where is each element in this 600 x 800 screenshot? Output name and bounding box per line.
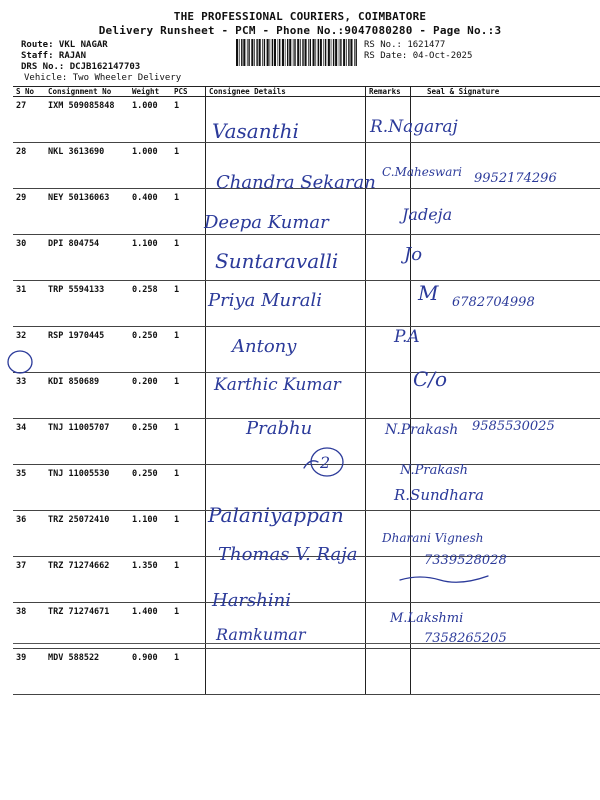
runsheet-rows (13, 97, 600, 695)
cell-seal (411, 465, 600, 511)
name-33: Karthic Kumar (214, 375, 341, 395)
sign-28: C.Maheswari (382, 165, 462, 179)
barcode-bar (325, 39, 326, 66)
col-consignee: Consignee Details (206, 87, 366, 97)
barcode-bar (323, 39, 324, 66)
cell-consignee (206, 281, 366, 327)
cell-seal (411, 235, 600, 281)
cell-seal (411, 649, 600, 695)
cell-seal (411, 373, 600, 419)
cell-consignee (206, 143, 366, 189)
name-31: Priya Murali (208, 290, 322, 311)
cell-seal (411, 281, 600, 327)
cell-consignee (206, 649, 366, 695)
route-label: Route: VKL NAGAR (21, 40, 108, 50)
barcode-bar (264, 39, 265, 66)
cell-consignee (206, 235, 366, 281)
barcode-bar (350, 39, 352, 66)
cell-remarks (366, 189, 411, 235)
barcode-bar (279, 39, 280, 66)
cell-consignment: NKL 3613690 (45, 143, 129, 189)
cell-consignee (206, 327, 366, 373)
cell-consignment: TRZ 71274671 (45, 603, 129, 649)
table-row (13, 419, 600, 465)
table-row (13, 373, 600, 419)
barcode-bar (239, 39, 240, 66)
runsheet-subtitle: Delivery Runsheet - PCM - Phone No.:9047080280 - Page No.:3 (98, 24, 502, 37)
cell-remarks (366, 419, 411, 465)
barcode-bar (236, 39, 238, 66)
cell-remarks (366, 281, 411, 327)
table-row (13, 511, 600, 557)
cell-sno: 37 (13, 557, 45, 603)
table-row (13, 557, 600, 603)
cell-remarks (366, 603, 411, 649)
col-remarks: Remarks (366, 87, 411, 97)
barcode-bar (270, 39, 271, 66)
barcode-bar (328, 39, 330, 66)
table-row (13, 327, 600, 373)
cell-sno: 35 (13, 465, 45, 511)
cell-weight: 1.400 (129, 603, 171, 649)
cell-seal (411, 603, 600, 649)
cell-sno: 32 (13, 327, 45, 373)
barcode-bar (339, 39, 340, 66)
cell-consignee (206, 511, 366, 557)
table-row (13, 143, 600, 189)
col-consignment: Consignment No (45, 87, 129, 97)
barcode-bar (318, 39, 319, 66)
barcode-bar (346, 39, 347, 66)
cell-sno: 38 (13, 603, 45, 649)
barcode-bar (302, 39, 303, 66)
cell-pcs: 1 (171, 189, 206, 235)
cell-consignment: KDI 850689 (45, 373, 129, 419)
table-row (13, 649, 600, 695)
barcode-bar (243, 39, 245, 66)
cell-remarks (366, 373, 411, 419)
name-37: Thomas V. Raja (218, 544, 358, 565)
cell-remarks (366, 557, 411, 603)
cell-weight: 1.000 (129, 97, 171, 143)
cell-weight: 0.200 (129, 373, 171, 419)
name-30: Suntaravalli (215, 249, 339, 273)
name-29: Deepa Kumar (204, 212, 329, 233)
barcode-bar (331, 39, 332, 66)
table-row (13, 235, 600, 281)
table-header-row (13, 87, 600, 97)
barcode (236, 39, 360, 66)
barcode-bar (313, 39, 315, 66)
barcode-bar (356, 39, 357, 66)
barcode-bar (267, 39, 269, 66)
cell-seal (411, 189, 600, 235)
barcode-bar (285, 39, 286, 66)
staff-label: Staff: RAJAN (21, 51, 87, 61)
company-title: THE PROFESSIONAL COURIERS, COIMBATORE (173, 10, 427, 23)
barcode-bar (248, 39, 249, 66)
barcode-bar (343, 39, 345, 66)
cell-sno: 34 (13, 419, 45, 465)
cell-weight: 1.100 (129, 511, 171, 557)
table-row (13, 603, 600, 649)
barcode-bar (259, 39, 261, 66)
cell-consignment: TRZ 25072410 (45, 511, 129, 557)
cell-remarks (366, 511, 411, 557)
sign-37: Dharani Vignesh (382, 531, 484, 545)
cell-consignee (206, 603, 366, 649)
cell-consignment: DPI 804754 (45, 235, 129, 281)
sign-27: R.Nagaraj (370, 117, 458, 137)
sign-30: Jo (404, 244, 423, 265)
cell-weight: 0.250 (129, 465, 171, 511)
cell-pcs: 1 (171, 557, 206, 603)
barcode-bar (294, 39, 295, 66)
cell-remarks (366, 97, 411, 143)
barcode-bar (300, 39, 301, 66)
cell-consignee (206, 465, 366, 511)
cell-consignee (206, 419, 366, 465)
cell-pcs: 1 (171, 281, 206, 327)
vehicle-label: Vehicle: Two Wheeler Delivery (24, 73, 182, 83)
col-weight: Weight (129, 87, 171, 97)
cell-weight: 0.258 (129, 281, 171, 327)
cell-weight: 0.400 (129, 189, 171, 235)
cell-pcs: 1 (171, 235, 206, 281)
table-row (13, 189, 600, 235)
cell-consignment: IXM 509085848 (45, 97, 129, 143)
cell-sno: 31 (13, 281, 45, 327)
phone-34: 9585530025 (472, 419, 555, 434)
barcode-bar (335, 39, 337, 66)
sign-39: M.Lakshmi (390, 611, 464, 626)
cell-sno: 30 (13, 235, 45, 281)
name-38: Harshini (212, 590, 291, 611)
cell-remarks (366, 235, 411, 281)
table-row (13, 281, 600, 327)
barcode-bar (310, 39, 311, 66)
cell-weight: 1.100 (129, 235, 171, 281)
sign-36: R.Sundhara (394, 486, 484, 504)
cell-consignment: TNJ 11005530 (45, 465, 129, 511)
barcode-bar (254, 39, 255, 66)
barcode-bar (354, 39, 355, 66)
barcode-bar (340, 39, 341, 66)
cell-weight: 0.900 (129, 649, 171, 695)
cell-weight: 0.250 (129, 419, 171, 465)
col-seal: Seal & Signature (411, 87, 600, 97)
cell-seal (411, 419, 600, 465)
cell-seal (411, 327, 600, 373)
barcode-bar (282, 39, 284, 66)
barcode-bar (305, 39, 307, 66)
name-34: Prabhu (246, 418, 313, 439)
cell-pcs: 1 (171, 419, 206, 465)
col-sno: S No (13, 87, 45, 97)
phone-37: 7339528028 (424, 553, 507, 568)
cell-sno: 28 (13, 143, 45, 189)
barcode-bar (297, 39, 299, 66)
sign-33: C/o (413, 367, 448, 391)
barcode-bar (241, 39, 242, 66)
cell-weight: 1.000 (129, 143, 171, 189)
cell-pcs: 1 (171, 373, 206, 419)
sign-32: P.A (394, 327, 420, 347)
cell-seal (411, 557, 600, 603)
cell-pcs: 1 (171, 649, 206, 695)
cell-pcs: 1 (171, 327, 206, 373)
barcode-bar (348, 39, 349, 66)
table-row (13, 465, 600, 511)
cell-remarks (366, 465, 411, 511)
phone-28: 9952174296 (474, 171, 557, 186)
sign-31: M (418, 281, 439, 305)
sign-35: N.Prakash (400, 463, 469, 478)
cell-sno: 27 (13, 97, 45, 143)
table-bottom-rule (13, 643, 600, 644)
cell-remarks (366, 143, 411, 189)
barcode-bar (262, 39, 263, 66)
name-32: Antony (232, 336, 297, 357)
cell-pcs: 1 (171, 603, 206, 649)
cell-sno: 29 (13, 189, 45, 235)
cell-weight: 0.250 (129, 327, 171, 373)
table-row (13, 97, 600, 143)
barcode-bar (247, 39, 248, 66)
cell-sno: 39 (13, 649, 45, 695)
cell-remarks (366, 649, 411, 695)
barcode-bar (308, 39, 309, 66)
cell-consignee (206, 189, 366, 235)
phone-31: 6782704998 (452, 295, 535, 310)
barcode-bar (251, 39, 253, 66)
cell-sno: 33 (13, 373, 45, 419)
cell-sno: 36 (13, 511, 45, 557)
sign-29: Jadeja (402, 205, 453, 224)
barcode-bar (293, 39, 294, 66)
barcode-bar (333, 39, 334, 66)
name-28: Chandra Sekaran (216, 172, 376, 193)
cell-consignment: TRZ 71274662 (45, 557, 129, 603)
rs-number: RS No.: 1621477 (364, 40, 446, 50)
barcode-bar (287, 39, 288, 66)
barcode-bar (274, 39, 276, 66)
barcode-bar (256, 39, 257, 66)
drs-number: DRS No.: DCJB162147703 (21, 62, 141, 72)
col-pcs: PCS (171, 87, 206, 97)
cell-seal (411, 143, 600, 189)
cell-pcs: 1 (171, 97, 206, 143)
cell-pcs: 1 (171, 511, 206, 557)
cell-pcs: 1 (171, 465, 206, 511)
cell-consignment: TRP 5594133 (45, 281, 129, 327)
cell-consignment: NEY 50136063 (45, 189, 129, 235)
cell-remarks (366, 327, 411, 373)
cell-consignee (206, 97, 366, 143)
cell-weight: 1.350 (129, 557, 171, 603)
cell-consignee (206, 373, 366, 419)
barcode-bar (272, 39, 273, 66)
name-27: Vasanthi (212, 119, 299, 143)
cell-pcs: 1 (171, 143, 206, 189)
cell-consignment: RSP 1970445 (45, 327, 129, 373)
name-39: Ramkumar (216, 625, 306, 644)
barcode-bar (315, 39, 316, 66)
phone-39: 7358265205 (424, 631, 507, 646)
cell-seal (411, 97, 600, 143)
barcode-bar (289, 39, 291, 66)
rs-date: RS Date: 04-Oct-2025 (364, 51, 473, 61)
name-36: Palaniyappan (208, 503, 344, 527)
cell-consignment: TNJ 11005707 (45, 419, 129, 465)
cell-seal (411, 511, 600, 557)
mark-2: 2 (320, 453, 331, 472)
cell-consignment: MDV 588522 (45, 649, 129, 695)
cell-consignee (206, 557, 366, 603)
barcode-bar (278, 39, 279, 66)
runsheet-table (13, 86, 600, 695)
barcode-bar (320, 39, 322, 66)
sign-34: N.Prakash (385, 422, 459, 438)
